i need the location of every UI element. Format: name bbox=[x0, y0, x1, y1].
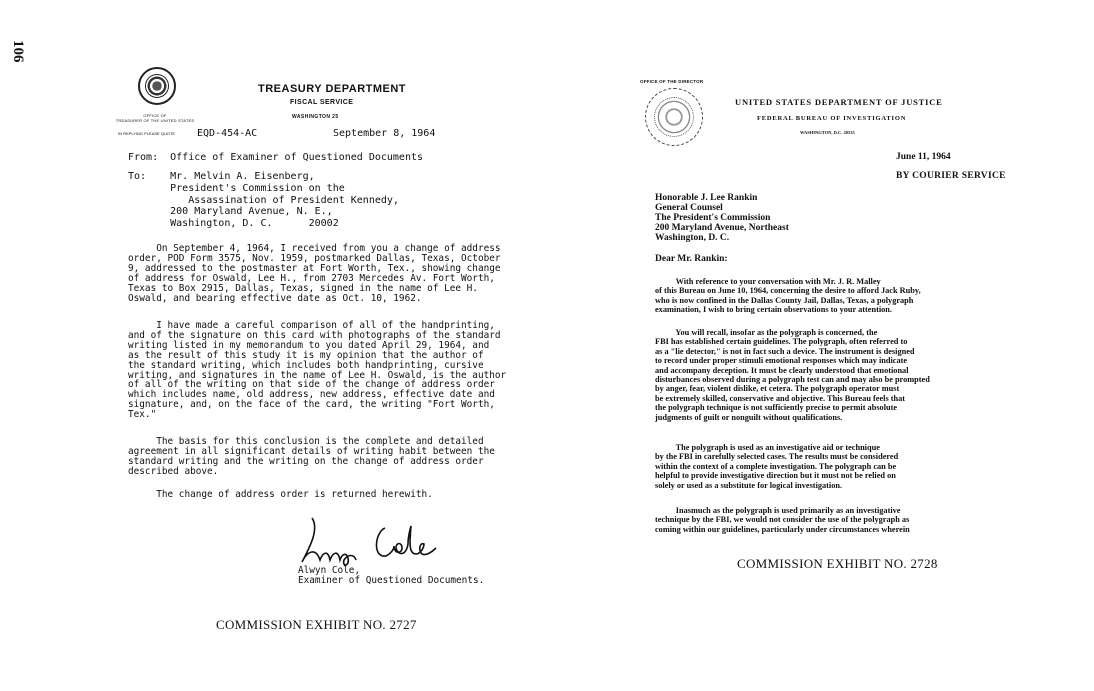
treasury-city: WASHINGTON 25 bbox=[292, 114, 339, 120]
signature-block: Alwyn Cole, Examiner of Questioned Documents. bbox=[298, 565, 485, 586]
right-paragraph-3: The polygraph is used as an investigative aid or technique by the FBI in carefully selected cases. The results must be considered within the context of a complete investigation. The polygraph can be helpful to provide investigative direction but it must not be relied on solely or used as a substitute for logical investigation. bbox=[655, 443, 899, 490]
treasurer-office-label bbox=[110, 113, 200, 123]
right-paragraph-1: With reference to your conversation with Mr. J. R. Malley of this Bureau on June 10, 1964, concerning the desire to afford Jack Ruby, who is now confined in the Dallas County Jail, Dallas, Texas, a polygraph examination, I wish to bring certain observations to your attention. bbox=[655, 277, 921, 315]
left-paragraph-2: I have made a careful comparison of all of the handprinting, and of the signature on this card with photographs of the standard writing listed in my memorandum to you dated April 29, 1964, and as the result of this study it is my opinion that the author of the standard writing, which includes both handprinting, cursive writing, and signatures in the name of Lee H. Oswald, is the author of all of the writing on that side of the change of address order which includes name, old address, new address, effective date and signature, and, on the face of the card, the writing "Fort Worth, Tex." bbox=[128, 320, 507, 421]
exhibit-2728-label: COMMISSION EXHIBIT NO. 2728 bbox=[737, 556, 938, 571]
left-paragraph-1: On September 4, 1964, I received from you a change of address order, POD Form 3575, Nov. 1959, postmarked Dallas, Texas, October 9, addressed to the postmaster at Fort Worth, Tex., showing change of address for Oswald, Lee H., from 2703 Mercedes Av. Fort Worth, Texas to Box 2915, Dallas, Texas, signed in the name of Lee H. Oswald, and bearing effective date as Oct. 10, 1962. bbox=[128, 243, 501, 304]
office-line-2: TREASURER OF THE UNITED STATES bbox=[115, 118, 195, 123]
exhibit-2727-label: COMMISSION EXHIBIT NO. 2727 bbox=[216, 617, 417, 632]
fbi-heading: FEDERAL BUREAU OF INVESTIGATION bbox=[757, 115, 907, 122]
reference-number: EQD-454-AC bbox=[197, 128, 258, 139]
right-paragraph-4: Inasmuch as the polygraph is used primarily as an investigative technique by the FBI, we would not consider the use of the polygraph as coming within our guidelines, particularly under circumstances wherein bbox=[655, 506, 910, 534]
handwritten-signature bbox=[290, 510, 440, 570]
recipient-address-block: Honorable J. Lee Rankin General Counsel The President's Commission 200 Maryland Avenue, Northeast Washington, D. C. bbox=[655, 193, 789, 243]
from-line: From: Office of Examiner of Questioned Documents bbox=[128, 152, 424, 163]
right-letter-date: June 11, 1964 bbox=[896, 152, 951, 162]
right-paragraph-2: You will recall, insofar as the polygraph is concerned, the FBI has established certain guidelines. The polygraph, often referred to as a "lie detector," is not in fact such a device. The instrument is designed to record under proper stimuli emotional responses which may indicate and accompany deception. It must be clearly understood that emotional disturbances observed during a polygraph test can and may also be prompted by anger, fear, violent dislike, et cetera. The polygraph operator must be extremely skilled, conservative and objective. This Bureau feels that the polygraph technique is not sufficiently precise to permit absolute judgments of guilt or nonguilt without qualifications. bbox=[655, 328, 930, 422]
left-paragraph-3: The basis for this conclusion is the complete and detailed agreement in all significant details of writing habit between the standard writing and the writing on the change of address order described above. bbox=[128, 436, 495, 477]
delivery-method: BY COURIER SERVICE bbox=[896, 171, 1006, 181]
left-paragraph-4: The change of address order is returned herewith. bbox=[128, 489, 433, 500]
to-address-block: To: Mr. Melvin A. Eisenberg, President's Commission on the Assassination of President Kennedy, 200 Maryland Avenue, N. E., Washington, D. C. 20002 bbox=[128, 171, 399, 230]
treasury-heading: TREASURY DEPARTMENT bbox=[258, 83, 407, 95]
treasury-seal-icon bbox=[138, 67, 176, 105]
director-stamp: OFFICE OF THE DIRECTOR bbox=[640, 79, 704, 84]
doj-heading: UNITED STATES DEPARTMENT OF JUSTICE bbox=[735, 97, 943, 107]
fiscal-service-heading: FISCAL SERVICE bbox=[290, 99, 354, 106]
reference-prefix: IN REPLYING PLEASE QUOTE bbox=[118, 131, 176, 136]
page-number: 106 bbox=[10, 40, 26, 63]
fbi-city: WASHINGTON, D.C. 20535 bbox=[800, 130, 855, 135]
doj-seal-icon bbox=[645, 88, 703, 146]
office-line-1: OFFICE OF bbox=[143, 113, 167, 118]
salutation: Dear Mr. Rankin: bbox=[655, 254, 728, 264]
left-letter-date: September 8, 1964 bbox=[333, 128, 436, 139]
